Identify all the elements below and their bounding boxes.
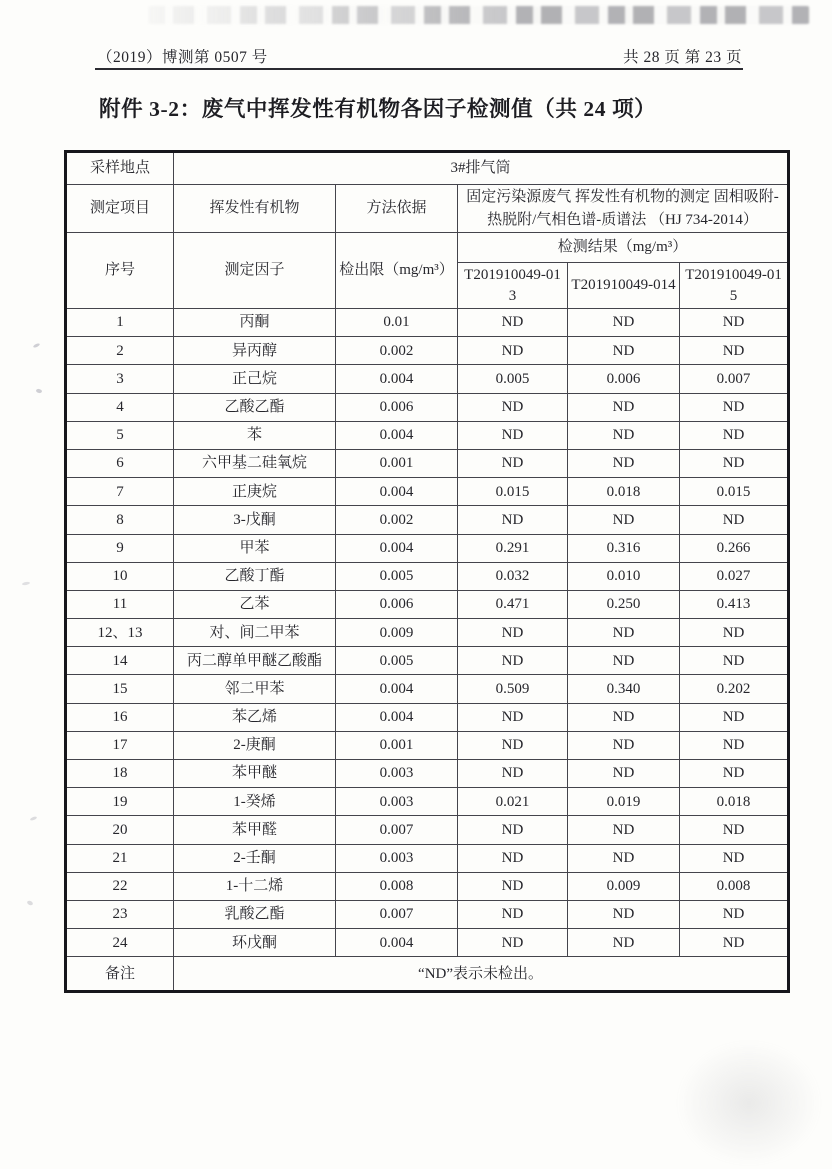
note-value-cell: “ND”表示未检出。 bbox=[174, 957, 789, 992]
table-row bbox=[66, 478, 789, 506]
limit-cell: 0.002 bbox=[336, 337, 458, 365]
result-3-cell: 0.202 bbox=[680, 675, 789, 703]
method-row bbox=[66, 185, 789, 233]
result-3-cell: ND bbox=[680, 900, 789, 928]
result-1-cell: 0.471 bbox=[458, 590, 568, 618]
result-1-cell: 0.291 bbox=[458, 534, 568, 562]
table-row bbox=[66, 929, 789, 957]
row-no-cell: 6 bbox=[66, 449, 174, 477]
factor-cell: 对、间二甲苯 bbox=[174, 619, 336, 647]
row-no-cell: 1 bbox=[66, 309, 174, 337]
result-1-cell: ND bbox=[458, 506, 568, 534]
table-row bbox=[66, 393, 789, 421]
result-header-cell: 检测结果（mg/m³） bbox=[458, 233, 789, 263]
result-1-cell: ND bbox=[458, 337, 568, 365]
factor-cell: 正庚烷 bbox=[174, 478, 336, 506]
result-1-cell: ND bbox=[458, 816, 568, 844]
limit-cell: 0.003 bbox=[336, 760, 458, 788]
result-2-cell: ND bbox=[568, 449, 680, 477]
table-row bbox=[66, 675, 789, 703]
table-row bbox=[66, 788, 789, 816]
row-no-cell: 17 bbox=[66, 731, 174, 759]
factor-cell: 正己烷 bbox=[174, 365, 336, 393]
row-no-cell: 23 bbox=[66, 900, 174, 928]
sampling-site-value-cell: 3#排气筒 bbox=[174, 152, 789, 185]
row-no-cell: 24 bbox=[66, 929, 174, 957]
method-value-cell: 固定污染源废气 挥发性有机物的测定 固相吸附-热脱附/气相色谱-质谱法 （HJ 734-2014） bbox=[458, 185, 789, 233]
result-3-cell: ND bbox=[680, 393, 789, 421]
header-divider-line bbox=[95, 68, 743, 70]
result-1-cell: ND bbox=[458, 449, 568, 477]
result-1-cell: 0.005 bbox=[458, 365, 568, 393]
result-3-cell: ND bbox=[680, 309, 789, 337]
limit-cell: 0.003 bbox=[336, 844, 458, 872]
table-row bbox=[66, 534, 789, 562]
result-1-cell: ND bbox=[458, 900, 568, 928]
result-1-cell: 0.509 bbox=[458, 675, 568, 703]
result-3-cell: ND bbox=[680, 844, 789, 872]
result-3-cell: ND bbox=[680, 929, 789, 957]
result-3-cell: ND bbox=[680, 647, 789, 675]
result-3-cell: 0.018 bbox=[680, 788, 789, 816]
row-no-cell: 7 bbox=[66, 478, 174, 506]
row-no-cell: 4 bbox=[66, 393, 174, 421]
factor-cell: 苯 bbox=[174, 421, 336, 449]
method-label-cell: 方法依据 bbox=[336, 185, 458, 233]
row-no-cell: 18 bbox=[66, 760, 174, 788]
sample-id-cell: T201910049-014 bbox=[568, 263, 680, 309]
table-row bbox=[66, 619, 789, 647]
scan-speck bbox=[33, 343, 41, 349]
factor-cell: 苯乙烯 bbox=[174, 703, 336, 731]
limit-cell: 0.005 bbox=[336, 647, 458, 675]
result-3-cell: 0.266 bbox=[680, 534, 789, 562]
limit-cell: 0.006 bbox=[336, 590, 458, 618]
result-2-cell: 0.018 bbox=[568, 478, 680, 506]
limit-cell: 0.007 bbox=[336, 900, 458, 928]
no-header-cell: 序号 bbox=[66, 233, 174, 309]
result-2-cell: ND bbox=[568, 844, 680, 872]
result-2-cell: 0.250 bbox=[568, 590, 680, 618]
result-3-cell: 0.015 bbox=[680, 478, 789, 506]
result-2-cell: 0.006 bbox=[568, 365, 680, 393]
result-2-cell: ND bbox=[568, 337, 680, 365]
result-2-cell: ND bbox=[568, 929, 680, 957]
result-3-cell: ND bbox=[680, 506, 789, 534]
result-2-cell: 0.009 bbox=[568, 872, 680, 900]
table-row bbox=[66, 365, 789, 393]
result-1-cell: 0.015 bbox=[458, 478, 568, 506]
result-1-cell: ND bbox=[458, 309, 568, 337]
table-row bbox=[66, 421, 789, 449]
factor-cell: 2-庚酮 bbox=[174, 731, 336, 759]
factor-cell: 丙酮 bbox=[174, 309, 336, 337]
factor-cell: 乙苯 bbox=[174, 590, 336, 618]
result-1-cell: 0.021 bbox=[458, 788, 568, 816]
scan-speck bbox=[22, 581, 30, 585]
table-row bbox=[66, 760, 789, 788]
result-2-cell: ND bbox=[568, 731, 680, 759]
factor-cell: 3-戊酮 bbox=[174, 506, 336, 534]
result-1-cell: ND bbox=[458, 421, 568, 449]
result-2-cell: ND bbox=[568, 619, 680, 647]
scan-artifact-top-band bbox=[148, 6, 810, 24]
limit-cell: 0.006 bbox=[336, 393, 458, 421]
result-1-cell: ND bbox=[458, 929, 568, 957]
sampling-site-label-cell: 采样地点 bbox=[66, 152, 174, 185]
row-no-cell: 11 bbox=[66, 590, 174, 618]
table-row bbox=[66, 703, 789, 731]
limit-cell: 0.004 bbox=[336, 421, 458, 449]
limit-cell: 0.001 bbox=[336, 731, 458, 759]
factor-header-cell: 测定因子 bbox=[174, 233, 336, 309]
sample-id-cell: T201910049-013 bbox=[458, 263, 568, 309]
limit-header-cell: 检出限（mg/m³） bbox=[336, 233, 458, 309]
factor-cell: 环戊酮 bbox=[174, 929, 336, 957]
table-row bbox=[66, 816, 789, 844]
column-header-row bbox=[66, 233, 789, 263]
result-2-cell: ND bbox=[568, 421, 680, 449]
limit-cell: 0.002 bbox=[336, 506, 458, 534]
row-no-cell: 5 bbox=[66, 421, 174, 449]
sample-id-cell: T201910049-015 bbox=[680, 263, 789, 309]
factor-cell: 苯甲醛 bbox=[174, 816, 336, 844]
result-2-cell: ND bbox=[568, 900, 680, 928]
factor-cell: 乙酸丁酯 bbox=[174, 562, 336, 590]
result-2-cell: ND bbox=[568, 309, 680, 337]
result-3-cell: ND bbox=[680, 703, 789, 731]
result-3-cell: 0.008 bbox=[680, 872, 789, 900]
table-row bbox=[66, 562, 789, 590]
factor-cell: 1-十二烯 bbox=[174, 872, 336, 900]
result-3-cell: 0.007 bbox=[680, 365, 789, 393]
factor-cell: 甲苯 bbox=[174, 534, 336, 562]
page-number-info: 共 28 页 第 23 页 bbox=[623, 49, 742, 66]
table-row bbox=[66, 590, 789, 618]
row-no-cell: 19 bbox=[66, 788, 174, 816]
factor-cell: 2-壬酮 bbox=[174, 844, 336, 872]
result-1-cell: 0.032 bbox=[458, 562, 568, 590]
limit-cell: 0.004 bbox=[336, 675, 458, 703]
result-3-cell: ND bbox=[680, 421, 789, 449]
factor-cell: 异丙醇 bbox=[174, 337, 336, 365]
result-1-cell: ND bbox=[458, 844, 568, 872]
table-row bbox=[66, 647, 789, 675]
factor-cell: 苯甲醚 bbox=[174, 760, 336, 788]
limit-cell: 0.007 bbox=[336, 816, 458, 844]
result-3-cell: ND bbox=[680, 449, 789, 477]
sampling-site-row bbox=[66, 152, 789, 185]
row-no-cell: 14 bbox=[66, 647, 174, 675]
table-row bbox=[66, 872, 789, 900]
limit-cell: 0.004 bbox=[336, 478, 458, 506]
factor-cell: 邻二甲苯 bbox=[174, 675, 336, 703]
result-1-cell: ND bbox=[458, 731, 568, 759]
limit-cell: 0.009 bbox=[336, 619, 458, 647]
table-row bbox=[66, 309, 789, 337]
row-no-cell: 22 bbox=[66, 872, 174, 900]
attachment-title: 附件 3-2：废气中挥发性有机物各因子检测值（共 24 项） bbox=[99, 97, 657, 121]
result-3-cell: 0.413 bbox=[680, 590, 789, 618]
item-label-cell: 测定项目 bbox=[66, 185, 174, 233]
running-header bbox=[97, 45, 742, 67]
result-3-cell: ND bbox=[680, 619, 789, 647]
table-row bbox=[66, 844, 789, 872]
scan-smudge bbox=[674, 1038, 824, 1168]
table-row bbox=[66, 449, 789, 477]
row-no-cell: 15 bbox=[66, 675, 174, 703]
table-row bbox=[66, 337, 789, 365]
result-1-cell: ND bbox=[458, 647, 568, 675]
limit-cell: 0.003 bbox=[336, 788, 458, 816]
limit-cell: 0.008 bbox=[336, 872, 458, 900]
result-3-cell: ND bbox=[680, 760, 789, 788]
factor-cell: 乙酸乙酯 bbox=[174, 393, 336, 421]
note-label-cell: 备注 bbox=[66, 957, 174, 992]
result-2-cell: 0.340 bbox=[568, 675, 680, 703]
result-3-cell: ND bbox=[680, 337, 789, 365]
result-2-cell: 0.010 bbox=[568, 562, 680, 590]
table-row bbox=[66, 900, 789, 928]
result-2-cell: ND bbox=[568, 703, 680, 731]
result-2-cell: ND bbox=[568, 393, 680, 421]
factor-cell: 乳酸乙酯 bbox=[174, 900, 336, 928]
scan-speck bbox=[26, 900, 33, 906]
row-no-cell: 12、13 bbox=[66, 619, 174, 647]
voc-results-table bbox=[64, 150, 790, 993]
item-value-cell: 挥发性有机物 bbox=[174, 185, 336, 233]
scan-speck bbox=[30, 816, 38, 821]
row-no-cell: 20 bbox=[66, 816, 174, 844]
result-2-cell: ND bbox=[568, 647, 680, 675]
row-no-cell: 3 bbox=[66, 365, 174, 393]
document-number: （2019）博测第 0507 号 bbox=[97, 49, 268, 66]
limit-cell: 0.001 bbox=[336, 449, 458, 477]
result-1-cell: ND bbox=[458, 703, 568, 731]
result-2-cell: 0.019 bbox=[568, 788, 680, 816]
scan-speck bbox=[36, 388, 43, 393]
table-row bbox=[66, 506, 789, 534]
limit-cell: 0.004 bbox=[336, 365, 458, 393]
note-row bbox=[66, 957, 789, 992]
result-2-cell: ND bbox=[568, 816, 680, 844]
row-no-cell: 16 bbox=[66, 703, 174, 731]
result-1-cell: ND bbox=[458, 393, 568, 421]
limit-cell: 0.01 bbox=[336, 309, 458, 337]
row-no-cell: 2 bbox=[66, 337, 174, 365]
factor-cell: 六甲基二硅氧烷 bbox=[174, 449, 336, 477]
table-row bbox=[66, 731, 789, 759]
row-no-cell: 8 bbox=[66, 506, 174, 534]
result-1-cell: ND bbox=[458, 872, 568, 900]
limit-cell: 0.005 bbox=[336, 562, 458, 590]
result-3-cell: ND bbox=[680, 816, 789, 844]
result-2-cell: ND bbox=[568, 760, 680, 788]
factor-cell: 丙二醇单甲醚乙酸酯 bbox=[174, 647, 336, 675]
result-2-cell: 0.316 bbox=[568, 534, 680, 562]
result-3-cell: 0.027 bbox=[680, 562, 789, 590]
result-1-cell: ND bbox=[458, 760, 568, 788]
row-no-cell: 10 bbox=[66, 562, 174, 590]
row-no-cell: 21 bbox=[66, 844, 174, 872]
voc-table-body bbox=[66, 152, 789, 957]
limit-cell: 0.004 bbox=[336, 703, 458, 731]
limit-cell: 0.004 bbox=[336, 929, 458, 957]
row-no-cell: 9 bbox=[66, 534, 174, 562]
result-1-cell: ND bbox=[458, 619, 568, 647]
result-2-cell: ND bbox=[568, 506, 680, 534]
factor-cell: 1-癸烯 bbox=[174, 788, 336, 816]
limit-cell: 0.004 bbox=[336, 534, 458, 562]
result-3-cell: ND bbox=[680, 731, 789, 759]
